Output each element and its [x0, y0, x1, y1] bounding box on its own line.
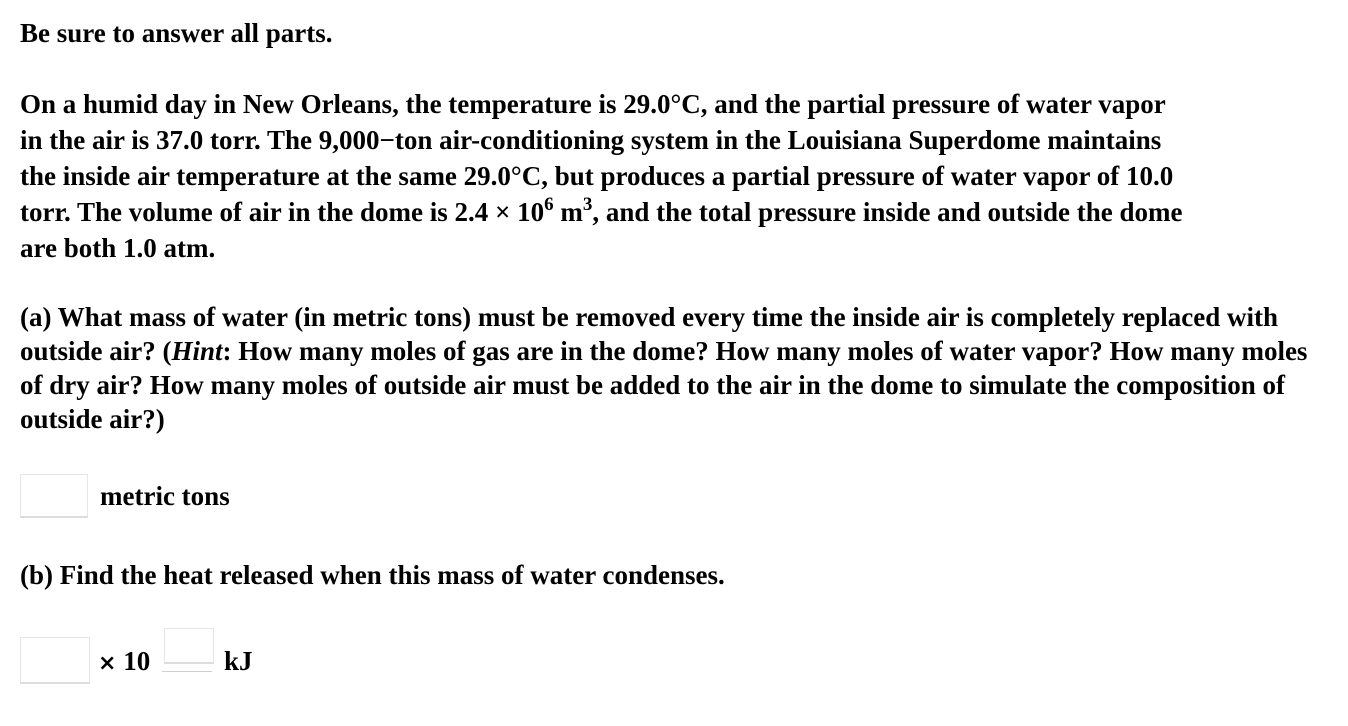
problem-line: are both 1.0 atm. — [20, 233, 216, 263]
base-ten: 10 — [123, 646, 151, 676]
problem-line: in the air is 37.0 torr. The 9,000−ton air-conditioning system in the Louisiana Superdome maintains — [20, 125, 1162, 155]
part-a-unit: metric tons — [100, 481, 230, 511]
part-a-question — [20, 300, 1325, 436]
part-b-unit: kJ — [224, 646, 253, 676]
part-a-answer-input[interactable] — [20, 474, 88, 518]
part-b-question: (b) Find the heat released when this mass of water condenses. — [20, 560, 725, 590]
problem-line — [20, 194, 1325, 230]
unit-exponent: 3 — [582, 194, 593, 215]
times-symbol: × — [98, 651, 117, 676]
problem-line: On a humid day in New Orleans, the temperature is 29.0°C, and the partial pressure of water vapor — [20, 89, 1166, 119]
hint-label: Hint — [171, 336, 223, 366]
problem-text: torr. The volume of air in the dome is 2.4 × 10 — [20, 197, 545, 227]
volume-exponent: 6 — [544, 194, 554, 215]
part-b-mantissa-input[interactable] — [20, 637, 90, 684]
problem-text: m — [553, 197, 583, 227]
problem-statement — [20, 86, 1325, 266]
exponent-underline — [162, 671, 212, 672]
problem-line: the inside air temperature at the same 29.0°C, but produces a partial pressure of water vapor of 10.0 — [20, 161, 1174, 191]
scientific-notation-label — [98, 644, 150, 681]
part-b-exponent-input[interactable] — [164, 628, 214, 664]
part-a-text: (a) What mass of water (in metric tons) must be removed every time the inside air is completely replaced with outside air? ( — [20, 302, 1279, 366]
part-a-answer-row — [20, 472, 230, 520]
problem-text: , and the total pressure inside and outside the dome — [592, 197, 1183, 227]
part-a-text: : How many moles of gas are in the dome? How many moles of water vapor? How many moles of dry air? How many moles of outside air must be added to the air in the dome to simulate the composition of outside air?) — [20, 336, 1308, 434]
instructions-text: Be sure to answer all parts. — [20, 18, 333, 48]
